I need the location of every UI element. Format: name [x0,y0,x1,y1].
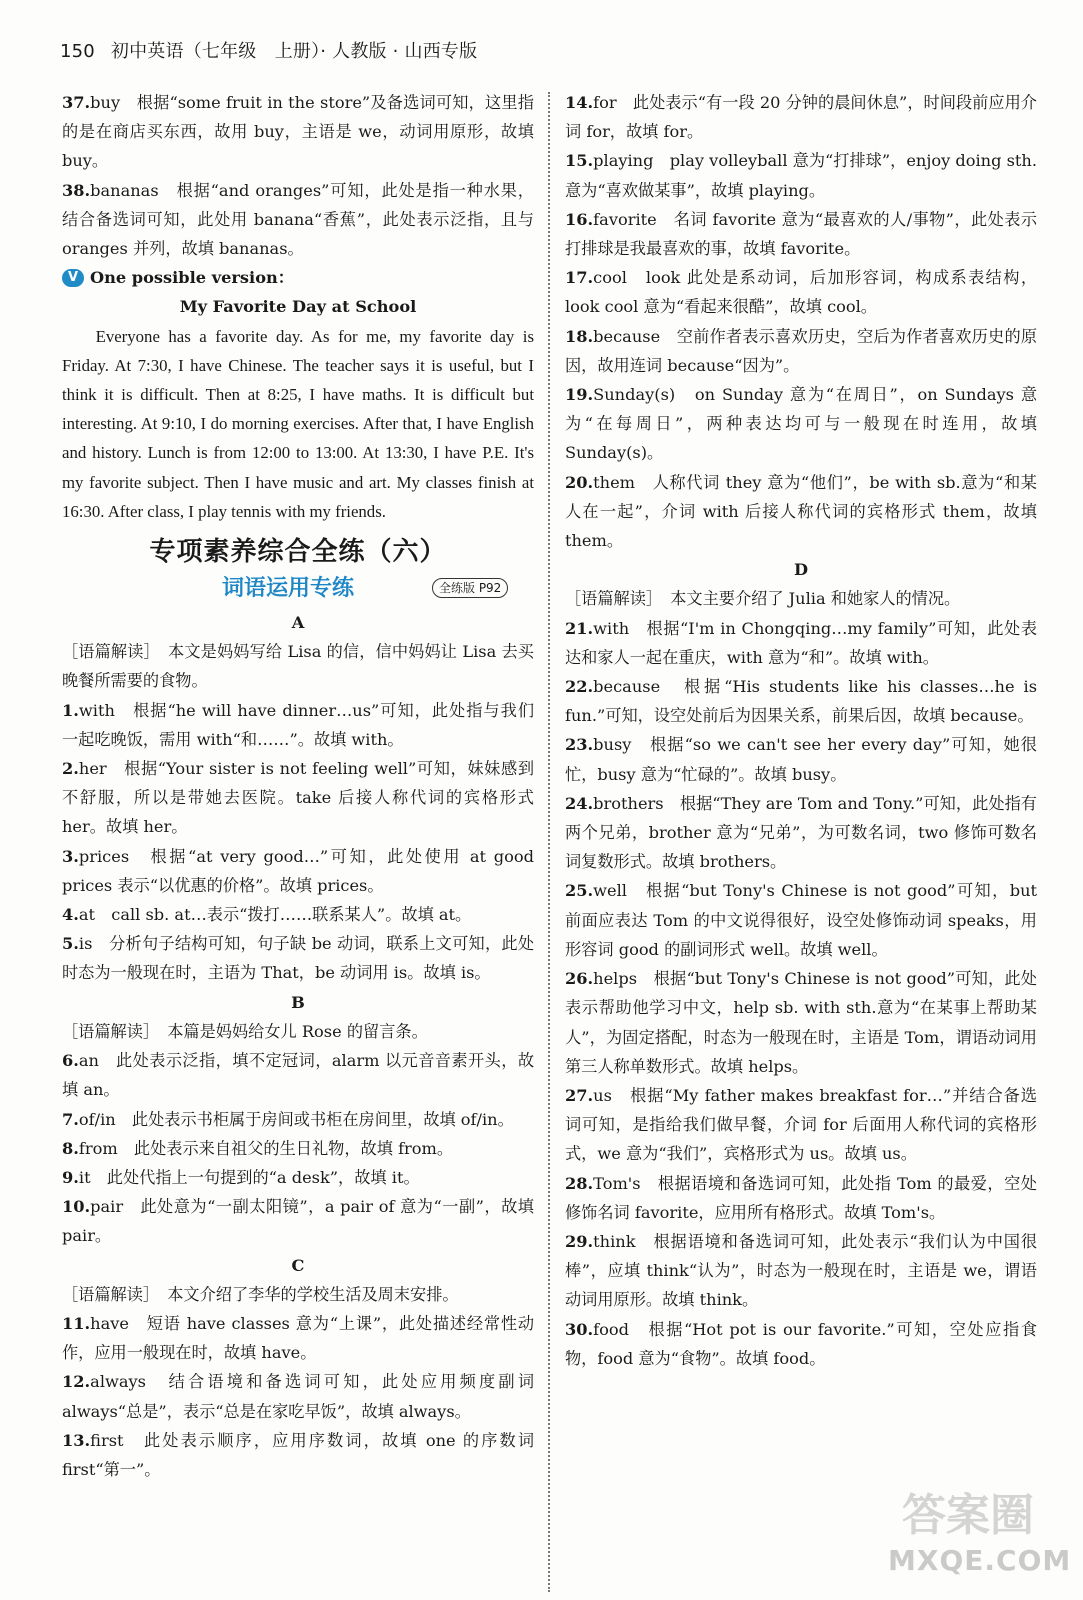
essay-title: My Favorite Day at School [179,297,417,317]
watermark-text: MXQE.COM [888,1544,1072,1577]
passage-intro: ［语篇解读］ 本文介绍了李华的学校生活及周末安排。 [62,1284,459,1304]
answer-item: 22.because 根据“His students like his classes…he is fun.”可知，设空处前后为因果关系，前果后因，故填 because。 [565,677,1038,726]
answer-item: 29.think 根据语境和备选词可知，此处表示“我们认为中国很棒”，应填 think“认为”，时态为一般现在时，主语是 we，谓语动词用原形。故填 think。 [565,1231,1038,1310]
answer-item: 16.favorite 名词 favorite 意为“最喜欢的人/事物”，此处表示打排球是我最喜欢的事，故填 favorite。 [565,209,1038,259]
part-letter: D [793,560,809,580]
answer-item: 3.prices 根据“at very good…”可知，此处使用 at good prices 表示“以优惠的价格”。故填 prices。 [62,846,535,895]
answer-item: 19.Sunday(s) on Sunday 意为“在周日”，on Sundays 意为“在每周日”，两种表达均可与一般现在时连用，故填 Sunday(s)。 [565,385,1038,463]
possible-version-label: One possible version： [90,268,294,288]
answer-item: 15.playing play volleyball 意为“打排球”，enjoy doing sth.意为“喜欢做某事”，故填 playing。 [565,151,1038,200]
left-column [62,88,534,1484]
subtitle: 词语运用专练 [222,576,355,602]
passage-intro: ［语篇解读］ 本篇是妈妈给女儿 Rose 的留言条。 [62,1021,428,1041]
answer-item: 17.cool look 此处是系动词，后加形容词，构成系表结构，look cool 意为“看起来很酷”，故填 cool。 [565,268,1038,317]
answer-item: 21.with 根据“I'm in Chongqing…my family”可知，此处表达和家人一起在重庆，with 意为“和”。故填 with。 [565,618,1038,667]
answer-item: 25.well 根据“but Tony's Chinese is not good”可知，but 前面应表达 Tom 的中文说得很好，设空处修饰动词 speaks，用形容词 good 的副词形式 well。故填 well。 [565,881,1037,959]
page-header [60,38,477,78]
passage-intro: ［语篇解读］ 本文是妈妈写给 Lisa 的信，信中妈妈让 Lisa 去买晚餐所需要的食物。 [62,642,534,691]
answer-item: 18.because 空前作者表示喜欢历史，空后为作者喜欢历史的原因，故用连词 because“因为”。 [565,326,1038,375]
page-number: 150 [60,41,95,62]
answer-item: 6.an 此处表示泛指，填不定冠词，alarm 以元音音素开头，故填 an。 [62,1051,535,1100]
answer-item: 10.pair 此处意为“一副太阳镜”，a pair of 意为“一副”，故填 pair。 [62,1197,534,1246]
answer-item: 38.bananas 根据“and oranges”可知，此处是指一种水果，结合备选词可知，此处用 banana“香蕉”，此处表示泛指，且与 oranges 并列，故填 bananas。 [62,180,534,259]
answer-item: 28.Tom's 根据语境和备选词可知，此处指 Tom 的最爱，空处修饰名词 favorite，应用所有格形式。故填 Tom's。 [565,1173,1037,1222]
part-letter: A [291,613,305,633]
answer-item: 8.from 此处表示来自祖父的生日礼物，故填 from。 [62,1138,454,1158]
answer-item: 5.is 分析句子结构可知，句子缺 be 动词，联系上文可知，此处时态为一般现在时，主语为 That，be 动词用 is。故填 is。 [62,934,535,983]
part-letter: B [291,992,305,1012]
answer-item: 23.busy 根据“so we can't see her every day”可知，她很忙，busy 意为“忙碌的”。故填 busy。 [565,735,1037,784]
answer-item: 13.first 此处表示顺序，应用序数词，故填 one 的序数词 first“第一”。 [62,1430,535,1479]
part-letter: C [291,1255,305,1275]
svg-text:答案圈: 答案圈 [902,1490,1034,1541]
column-divider [548,92,550,1592]
possible-version-heading [62,263,534,292]
essay-body: Everyone has a favorite day. As for me, my favorite day is Friday. At 7:30, I have Chinese. The teacher says it is useful, but I think it is difficult. Then at 8:25, I have maths. It is difficult but interesting. At 9:10, I do morning exercises. After that, I have English and history. Lunch is from 12:00 to 13:00. At 13:30, I have P.E. It's my favorite subject. Then I have music and art. My classes finish at 16:30. After class, I play tennis with my friends. [62,326,534,521]
book-title: 初中英语（七年级 上册）· 人教版 · 山西专版 [110,41,478,62]
answer-item: 1.with 根据“he will have dinner…us”可知，此处指与我们一起吃晚饭，需用 with“和……”。故填 with。 [62,700,535,749]
v-badge-icon: V [62,269,84,287]
passage-intro: ［语篇解读］ 本文主要介绍了 Julia 和她家人的情况。 [565,589,961,609]
answer-item: 27.us 根据“My father makes breakfast for…”并结合备选词可知，是指给我们做早餐，介词 for 后面用人称代词的宾格形式，we 意为“我们”，宾格形式为 us。故填 us。 [565,1085,1037,1164]
answer-item: 11.have 短语 have classes 意为“上课”，此处描述经常性动作，应用一般现在时，故填 have。 [62,1313,535,1363]
answer-item: 2.her 根据“Your sister is not feeling well”可知，妹妹感到不舒服，所以是带她去医院。take 后接人称代词的宾格形式 her。故填 her。 [62,759,535,837]
answer-item: 14.for 此处表示“有一段 20 分钟的晨间休息”，时间段前应用介词 for，故填 for。 [565,93,1037,142]
answer-item: 4.at call sb. at…表示“拨打……联系某人”。故填 at。 [62,905,472,925]
answer-item: 37.buy 根据“some fruit in the store”及备选词可知，这里指的是在商店买东西，故用 buy，主语是 we，动词用原形，故填 buy。 [62,93,534,171]
answer-item: 7.of/in 此处表示书柜属于房间或书柜在房间里，故填 of/in。 [62,1109,514,1129]
answer-item: 24.brothers 根据“They are Tom and Tony.”可知，此处指有两个兄弟，brother 意为“兄弟”，为可数名词，two 修饰可数名词复数形式。故填 brothers。 [565,793,1037,872]
answer-item: 9.it 此处代指上一句提到的“a desk”，故填 it。 [62,1167,420,1187]
answer-item: 30.food 根据“Hot pot is our favorite.”可知，空处应指食物，food 意为“食物”。故填 food。 [565,1319,1038,1368]
page-ref-badge: 全练版 P92 [432,578,508,598]
watermark-glyph-icon [888,1478,1048,1548]
answer-item: 26.helps 根据“but Tony's Chinese is not good”可知，此处表示帮助他学习中文，help sb. with sth.意为“在某事上帮助某人”，为固定搭配，时态为一般现在时，主语是 Tom，谓语动词用第三人称单数形式。故填 helps。 [565,969,1037,1076]
subtitle-row [62,572,534,608]
section-title: 专项素养综合全练（六） [149,537,447,568]
right-column [565,88,1037,1373]
answer-item: 12.always 结合语境和备选词可知，此处应用频度副词 always“总是”，表示“总是在家吃早饭”，故填 always。 [62,1372,535,1421]
watermark-logo [888,1478,1072,1588]
answer-item: 20.them 人称代词 they 意为“他们”，be with sb.意为“和某人在一起”，介词 with 后接人称代词的宾格形式 them，故填 them。 [565,472,1037,551]
